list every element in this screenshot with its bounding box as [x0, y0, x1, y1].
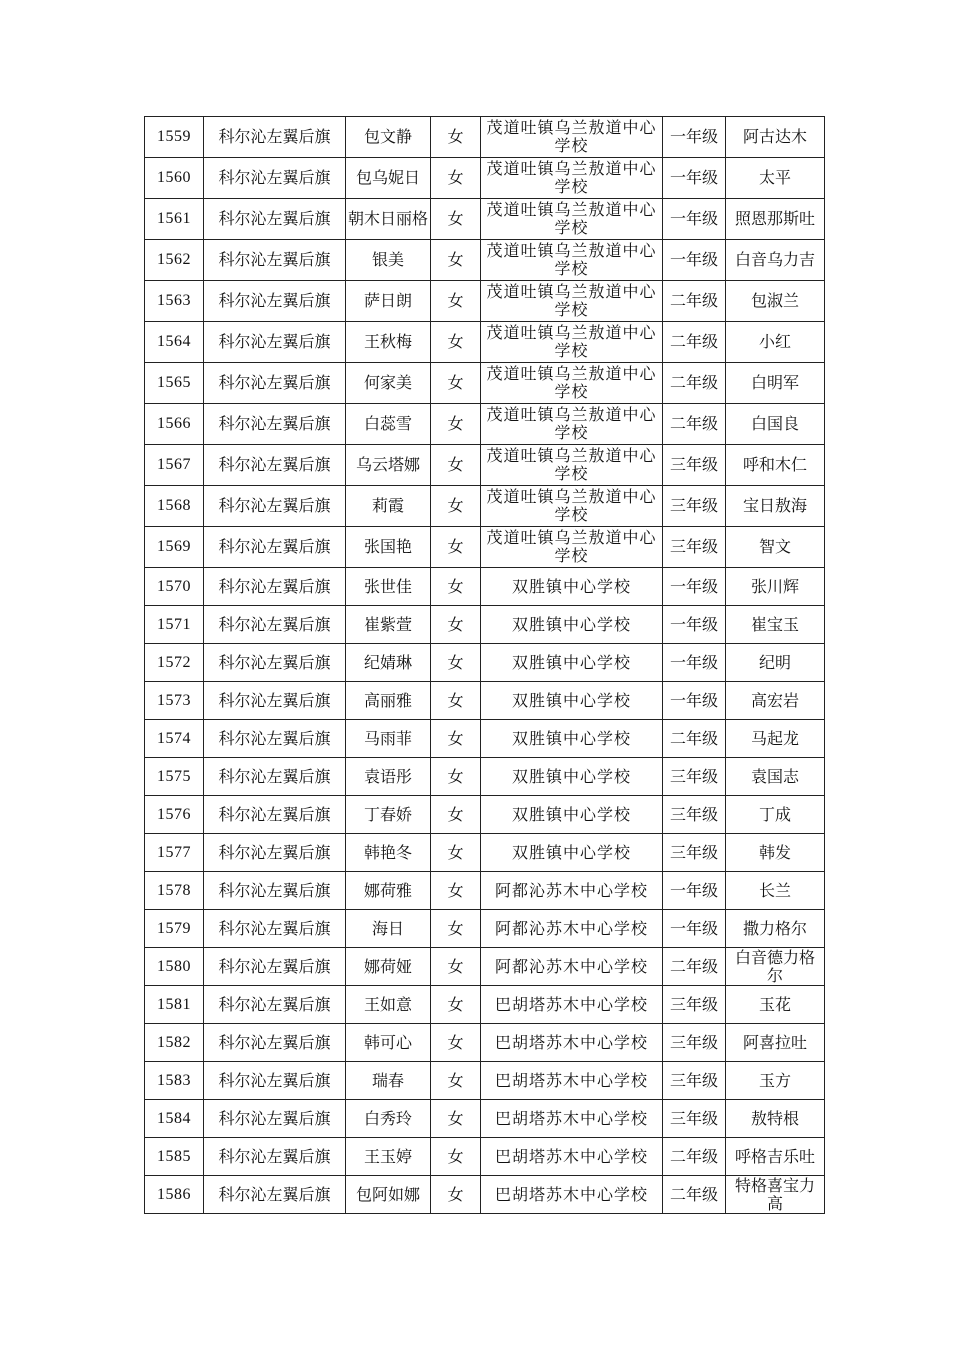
table-row	[145, 1138, 825, 1176]
region-cell: 科尔沁左翼后旗	[204, 322, 346, 363]
table-row	[145, 1100, 825, 1138]
guardian-cell: 崔宝玉	[726, 606, 825, 644]
student-name-cell: 王玉婷	[346, 1138, 431, 1176]
student-name-cell: 韩可心	[346, 1024, 431, 1062]
school-cell: 茂道吐镇乌兰敖道中心学校	[481, 158, 663, 199]
student-name-cell: 莉霞	[346, 486, 431, 527]
table-row	[145, 720, 825, 758]
student-name-cell: 崔紫萱	[346, 606, 431, 644]
number-cell: 1572	[145, 644, 204, 682]
table-row	[145, 322, 825, 363]
grade-cell: 一年级	[663, 240, 726, 281]
number-cell: 1584	[145, 1100, 204, 1138]
table-row	[145, 910, 825, 948]
gender-cell: 女	[431, 796, 481, 834]
school-cell: 巴胡塔苏木中心学校	[481, 1024, 663, 1062]
gender-cell: 女	[431, 117, 481, 158]
student-name-cell: 张国艳	[346, 527, 431, 568]
table-row	[145, 527, 825, 568]
region-cell: 科尔沁左翼后旗	[204, 281, 346, 322]
grade-cell: 三年级	[663, 758, 726, 796]
roster-body	[145, 117, 825, 1214]
gender-cell: 女	[431, 682, 481, 720]
student-name-cell: 白蕊雪	[346, 404, 431, 445]
number-cell: 1567	[145, 445, 204, 486]
guardian-cell: 张川辉	[726, 568, 825, 606]
number-cell: 1571	[145, 606, 204, 644]
gender-cell: 女	[431, 910, 481, 948]
table-row	[145, 281, 825, 322]
guardian-cell: 玉花	[726, 986, 825, 1024]
guardian-cell: 敖特根	[726, 1100, 825, 1138]
gender-cell: 女	[431, 1138, 481, 1176]
student-name-cell: 丁春娇	[346, 796, 431, 834]
region-cell: 科尔沁左翼后旗	[204, 644, 346, 682]
gender-cell: 女	[431, 322, 481, 363]
student-name-cell: 韩艳冬	[346, 834, 431, 872]
grade-cell: 三年级	[663, 445, 726, 486]
grade-cell: 二年级	[663, 1176, 726, 1214]
region-cell: 科尔沁左翼后旗	[204, 910, 346, 948]
school-cell: 茂道吐镇乌兰敖道中心学校	[481, 404, 663, 445]
table-row	[145, 1024, 825, 1062]
roster-table	[144, 116, 825, 1214]
school-cell: 茂道吐镇乌兰敖道中心学校	[481, 363, 663, 404]
school-cell: 双胜镇中心学校	[481, 606, 663, 644]
region-cell: 科尔沁左翼后旗	[204, 158, 346, 199]
school-cell: 双胜镇中心学校	[481, 720, 663, 758]
region-cell: 科尔沁左翼后旗	[204, 240, 346, 281]
table-row	[145, 682, 825, 720]
grade-cell: 一年级	[663, 606, 726, 644]
number-cell: 1562	[145, 240, 204, 281]
gender-cell: 女	[431, 199, 481, 240]
grade-cell: 一年级	[663, 199, 726, 240]
guardian-cell: 包淑兰	[726, 281, 825, 322]
school-cell: 阿都沁苏木中心学校	[481, 948, 663, 986]
school-cell: 阿都沁苏木中心学校	[481, 910, 663, 948]
school-cell: 茂道吐镇乌兰敖道中心学校	[481, 445, 663, 486]
table-row	[145, 363, 825, 404]
table-row	[145, 834, 825, 872]
school-cell: 双胜镇中心学校	[481, 758, 663, 796]
number-cell: 1582	[145, 1024, 204, 1062]
guardian-cell: 特格喜宝力高	[726, 1176, 825, 1214]
guardian-cell: 小红	[726, 322, 825, 363]
student-name-cell: 何家美	[346, 363, 431, 404]
gender-cell: 女	[431, 758, 481, 796]
table-row	[145, 568, 825, 606]
grade-cell: 一年级	[663, 682, 726, 720]
number-cell: 1578	[145, 872, 204, 910]
number-cell: 1568	[145, 486, 204, 527]
region-cell: 科尔沁左翼后旗	[204, 1176, 346, 1214]
table-row	[145, 948, 825, 986]
guardian-cell: 呼和木仁	[726, 445, 825, 486]
table-row	[145, 606, 825, 644]
guardian-cell: 袁国志	[726, 758, 825, 796]
school-cell: 茂道吐镇乌兰敖道中心学校	[481, 281, 663, 322]
student-name-cell: 包乌妮日	[346, 158, 431, 199]
region-cell: 科尔沁左翼后旗	[204, 486, 346, 527]
number-cell: 1561	[145, 199, 204, 240]
school-cell: 双胜镇中心学校	[481, 796, 663, 834]
guardian-cell: 阿古达木	[726, 117, 825, 158]
school-cell: 巴胡塔苏木中心学校	[481, 1100, 663, 1138]
region-cell: 科尔沁左翼后旗	[204, 445, 346, 486]
school-cell: 茂道吐镇乌兰敖道中心学校	[481, 199, 663, 240]
number-cell: 1569	[145, 527, 204, 568]
school-cell: 阿都沁苏木中心学校	[481, 872, 663, 910]
student-name-cell: 海日	[346, 910, 431, 948]
region-cell: 科尔沁左翼后旗	[204, 199, 346, 240]
number-cell: 1563	[145, 281, 204, 322]
number-cell: 1580	[145, 948, 204, 986]
grade-cell: 二年级	[663, 948, 726, 986]
region-cell: 科尔沁左翼后旗	[204, 117, 346, 158]
guardian-cell: 纪明	[726, 644, 825, 682]
student-name-cell: 娜荷雅	[346, 872, 431, 910]
number-cell: 1577	[145, 834, 204, 872]
grade-cell: 一年级	[663, 117, 726, 158]
gender-cell: 女	[431, 240, 481, 281]
region-cell: 科尔沁左翼后旗	[204, 796, 346, 834]
number-cell: 1576	[145, 796, 204, 834]
number-cell: 1579	[145, 910, 204, 948]
school-cell: 茂道吐镇乌兰敖道中心学校	[481, 117, 663, 158]
number-cell: 1583	[145, 1062, 204, 1100]
grade-cell: 二年级	[663, 281, 726, 322]
grade-cell: 二年级	[663, 322, 726, 363]
student-name-cell: 瑞春	[346, 1062, 431, 1100]
guardian-cell: 智文	[726, 527, 825, 568]
student-name-cell: 包阿如娜	[346, 1176, 431, 1214]
gender-cell: 女	[431, 872, 481, 910]
table-row	[145, 445, 825, 486]
table-row	[145, 1176, 825, 1214]
table-row	[145, 644, 825, 682]
student-name-cell: 王如意	[346, 986, 431, 1024]
table-row	[145, 796, 825, 834]
table-row	[145, 199, 825, 240]
gender-cell: 女	[431, 834, 481, 872]
student-name-cell: 朝木日丽格	[346, 199, 431, 240]
student-name-cell: 白秀玲	[346, 1100, 431, 1138]
gender-cell: 女	[431, 986, 481, 1024]
number-cell: 1585	[145, 1138, 204, 1176]
grade-cell: 三年级	[663, 1100, 726, 1138]
number-cell: 1574	[145, 720, 204, 758]
grade-cell: 三年级	[663, 1024, 726, 1062]
school-cell: 巴胡塔苏木中心学校	[481, 1138, 663, 1176]
grade-cell: 三年级	[663, 486, 726, 527]
table-row	[145, 486, 825, 527]
number-cell: 1566	[145, 404, 204, 445]
guardian-cell: 呼格吉乐吐	[726, 1138, 825, 1176]
table-row	[145, 1062, 825, 1100]
grade-cell: 二年级	[663, 363, 726, 404]
school-cell: 双胜镇中心学校	[481, 682, 663, 720]
region-cell: 科尔沁左翼后旗	[204, 872, 346, 910]
school-cell: 茂道吐镇乌兰敖道中心学校	[481, 527, 663, 568]
number-cell: 1586	[145, 1176, 204, 1214]
number-cell: 1560	[145, 158, 204, 199]
number-cell: 1559	[145, 117, 204, 158]
gender-cell: 女	[431, 404, 481, 445]
grade-cell: 一年级	[663, 158, 726, 199]
number-cell: 1564	[145, 322, 204, 363]
gender-cell: 女	[431, 720, 481, 758]
guardian-cell: 太平	[726, 158, 825, 199]
guardian-cell: 撒力格尔	[726, 910, 825, 948]
gender-cell: 女	[431, 158, 481, 199]
school-cell: 茂道吐镇乌兰敖道中心学校	[481, 486, 663, 527]
student-name-cell: 张世佳	[346, 568, 431, 606]
guardian-cell: 玉方	[726, 1062, 825, 1100]
table-row	[145, 986, 825, 1024]
gender-cell: 女	[431, 606, 481, 644]
guardian-cell: 马起龙	[726, 720, 825, 758]
student-name-cell: 包文静	[346, 117, 431, 158]
grade-cell: 三年级	[663, 796, 726, 834]
region-cell: 科尔沁左翼后旗	[204, 682, 346, 720]
gender-cell: 女	[431, 486, 481, 527]
grade-cell: 三年级	[663, 986, 726, 1024]
table-row	[145, 240, 825, 281]
student-name-cell: 袁语彤	[346, 758, 431, 796]
guardian-cell: 韩发	[726, 834, 825, 872]
gender-cell: 女	[431, 644, 481, 682]
region-cell: 科尔沁左翼后旗	[204, 363, 346, 404]
student-name-cell: 高丽雅	[346, 682, 431, 720]
region-cell: 科尔沁左翼后旗	[204, 758, 346, 796]
guardian-cell: 阿喜拉吐	[726, 1024, 825, 1062]
school-cell: 茂道吐镇乌兰敖道中心学校	[481, 240, 663, 281]
number-cell: 1581	[145, 986, 204, 1024]
grade-cell: 一年级	[663, 568, 726, 606]
gender-cell: 女	[431, 1176, 481, 1214]
region-cell: 科尔沁左翼后旗	[204, 527, 346, 568]
school-cell: 双胜镇中心学校	[481, 568, 663, 606]
guardian-cell: 宝日敖海	[726, 486, 825, 527]
number-cell: 1565	[145, 363, 204, 404]
gender-cell: 女	[431, 948, 481, 986]
table-row	[145, 758, 825, 796]
grade-cell: 一年级	[663, 644, 726, 682]
grade-cell: 三年级	[663, 834, 726, 872]
guardian-cell: 白音德力格尔	[726, 948, 825, 986]
student-name-cell: 萨日朗	[346, 281, 431, 322]
table-row	[145, 117, 825, 158]
table-row	[145, 158, 825, 199]
guardian-cell: 照恩那斯吐	[726, 199, 825, 240]
grade-cell: 一年级	[663, 872, 726, 910]
table-row	[145, 872, 825, 910]
guardian-cell: 长兰	[726, 872, 825, 910]
gender-cell: 女	[431, 363, 481, 404]
grade-cell: 三年级	[663, 1062, 726, 1100]
school-cell: 巴胡塔苏木中心学校	[481, 1062, 663, 1100]
guardian-cell: 白明军	[726, 363, 825, 404]
guardian-cell: 白音乌力吉	[726, 240, 825, 281]
gender-cell: 女	[431, 1062, 481, 1100]
school-cell: 巴胡塔苏木中心学校	[481, 1176, 663, 1214]
gender-cell: 女	[431, 527, 481, 568]
grade-cell: 三年级	[663, 527, 726, 568]
table-row	[145, 404, 825, 445]
region-cell: 科尔沁左翼后旗	[204, 568, 346, 606]
student-name-cell: 王秋梅	[346, 322, 431, 363]
student-name-cell: 乌云塔娜	[346, 445, 431, 486]
grade-cell: 二年级	[663, 1138, 726, 1176]
region-cell: 科尔沁左翼后旗	[204, 834, 346, 872]
gender-cell: 女	[431, 568, 481, 606]
region-cell: 科尔沁左翼后旗	[204, 948, 346, 986]
guardian-cell: 高宏岩	[726, 682, 825, 720]
gender-cell: 女	[431, 281, 481, 322]
student-name-cell: 娜荷娅	[346, 948, 431, 986]
school-cell: 茂道吐镇乌兰敖道中心学校	[481, 322, 663, 363]
region-cell: 科尔沁左翼后旗	[204, 986, 346, 1024]
grade-cell: 一年级	[663, 910, 726, 948]
number-cell: 1570	[145, 568, 204, 606]
school-cell: 巴胡塔苏木中心学校	[481, 986, 663, 1024]
number-cell: 1573	[145, 682, 204, 720]
school-cell: 双胜镇中心学校	[481, 644, 663, 682]
region-cell: 科尔沁左翼后旗	[204, 1024, 346, 1062]
school-cell: 双胜镇中心学校	[481, 834, 663, 872]
region-cell: 科尔沁左翼后旗	[204, 1100, 346, 1138]
gender-cell: 女	[431, 445, 481, 486]
guardian-cell: 丁成	[726, 796, 825, 834]
region-cell: 科尔沁左翼后旗	[204, 404, 346, 445]
gender-cell: 女	[431, 1024, 481, 1062]
region-cell: 科尔沁左翼后旗	[204, 720, 346, 758]
region-cell: 科尔沁左翼后旗	[204, 606, 346, 644]
number-cell: 1575	[145, 758, 204, 796]
guardian-cell: 白国良	[726, 404, 825, 445]
student-name-cell: 纪婧琳	[346, 644, 431, 682]
grade-cell: 二年级	[663, 404, 726, 445]
region-cell: 科尔沁左翼后旗	[204, 1062, 346, 1100]
gender-cell: 女	[431, 1100, 481, 1138]
student-name-cell: 银美	[346, 240, 431, 281]
grade-cell: 二年级	[663, 720, 726, 758]
student-name-cell: 马雨菲	[346, 720, 431, 758]
region-cell: 科尔沁左翼后旗	[204, 1138, 346, 1176]
